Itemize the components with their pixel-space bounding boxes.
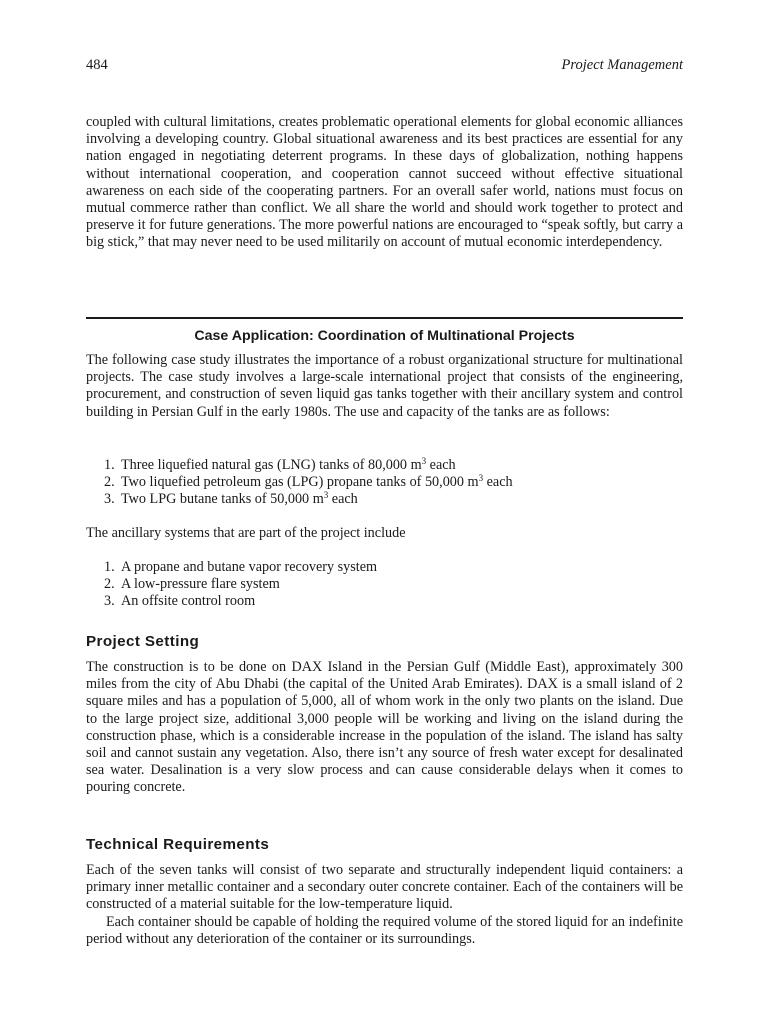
project-setting-paragraph: The construction is to be done on DAX Island in the Persian Gulf (Middle East), approximately 300 miles from the city of Abu Dhabi (the capital of the United Arab Emirates). DAX is a small island of 2 square miles and has a population of 5,000, all of whom work in the only two plants on the island. Due to the large project size, additional 3,000 people will be working and living on the island during the construction phase, which is a considerable increase in the population of the island. The island has salty soil and cannot sustain any vegetation. Also, there isn’t any source of fresh water except for desalinated sea water. Desalination is a very slow process and can cause considerable delays when it comes to pouring concrete. [86,659,683,796]
project-setting-heading: Project Setting [86,633,200,650]
book-title: Project Management [561,57,683,73]
technical-requirements-paragraph-2: Each container should be capable of holding the required volume of the stored liquid for an indefinite period without any deterioration of the container or its surroundings. [86,914,683,948]
list-item: 1. A propane and butane vapor recovery system [104,559,378,575]
case-application-section [86,317,683,421]
case-application-title: Case Application: Coordination of Multinational Projects [194,328,575,344]
ancillary-intro: The ancillary systems that are part of the project include [86,525,406,541]
technical-requirements-heading: Technical Requirements [86,836,270,853]
section-rule [86,317,683,319]
tank-list [86,457,701,509]
list-item: 3. Two LPG butane tanks of 50,000 $m^3$ each [104,490,358,508]
technical-requirements-paragraph-1: Each of the seven tanks will consist of two separate and structurally independent liquid containers: a primary inner metallic container and a secondary outer concrete container. Each of the containers will be constructed of a material suitable for the low-temperature liquid. [86,862,683,913]
ancillary-list [86,559,701,611]
running-header [86,57,683,77]
list-item: 2. Two liquefied petroleum gas (LPG) propane tanks of 50,000 $m^3$ each [104,473,513,491]
list-item: 1. Three liquefied natural gas (LNG) tanks of 80,000 $m^3$ each [104,456,456,473]
intro-paragraph: coupled with cultural limitations, creates problematic operational elements for global economic alliances involving a developing country. Global situational awareness and its best practices are essential for any nation engaged in negotiating deterrent programs. In these days of globalization, nothing happens without international cooperation, and cooperation cannot succeed without effective situational awareness on each side of the cooperating partners. For an overall safer world, nations must focus on mutual commerce rather than conflict. We all share the world and should work together to protect and preserve it for future generations. The more powerful nations are encouraged to “speak softly, but carry a big stick,” that may never need to be used militarily on account of mutual economic interdependency. [86,114,683,251]
list-item: 3. An offsite control room [104,593,256,610]
page-number: 484 [86,57,108,73]
case-application-paragraph: The following case study illustrates the importance of a robust organizational structure for multinational projects. The case study involves a large-scale international project that consists of the engineering, procurement, and construction of seven liquid gas tanks together with their ancillary system and control building in Persian Gulf in the early 1980s. The use and capacity of the tanks are as follows: [86,352,683,420]
list-item: 2. A low-pressure flare system [104,576,280,593]
